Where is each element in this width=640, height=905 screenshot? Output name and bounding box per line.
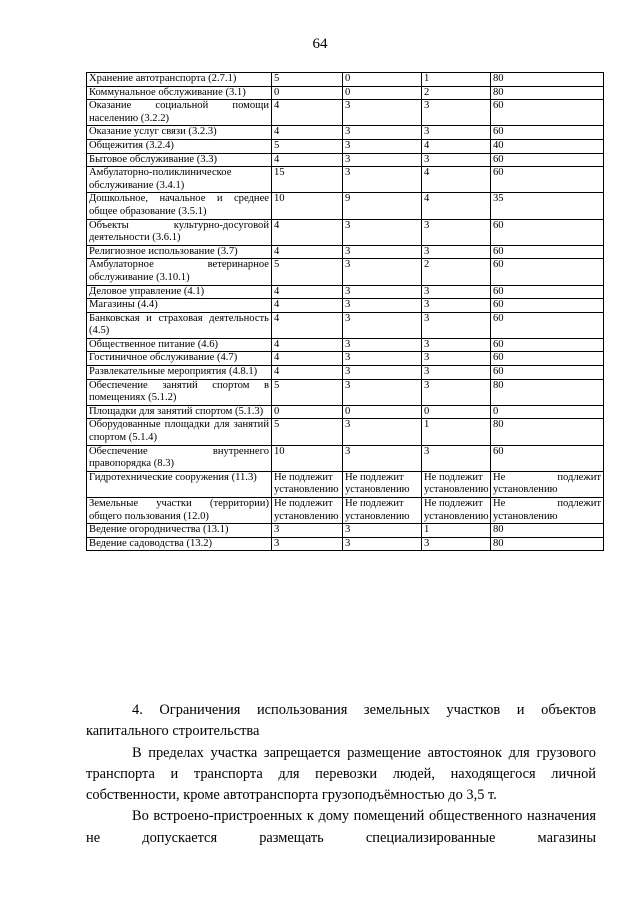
table-cell-value: 3 (343, 537, 422, 551)
table-row (87, 86, 604, 100)
table-cell-value: 4 (272, 352, 343, 366)
table-cell-value: 3 (343, 445, 422, 471)
table-cell-value: Не подлежит установлению (491, 471, 604, 497)
table-cell-value: 60 (491, 219, 604, 245)
table-row (87, 285, 604, 299)
table-cell-land-use: Объекты культурно-досуговой деятельности (3.6.1) (87, 219, 272, 245)
table-cell-value: 3 (343, 139, 422, 153)
page-number: 64 (312, 36, 328, 52)
table-cell-value: 0 (343, 73, 422, 87)
table-cell-value: 2 (422, 259, 491, 285)
table-cell-value: 35 (491, 193, 604, 219)
table-cell-value: 0 (272, 405, 343, 419)
table-cell-value: 0 (343, 405, 422, 419)
table-cell-land-use: Деловое управление (4.1) (87, 285, 272, 299)
table-row (87, 352, 604, 366)
table-row (87, 219, 604, 245)
table-cell-value: 60 (491, 167, 604, 193)
table-cell-value: 3 (343, 524, 422, 538)
table-cell-value: 3 (343, 299, 422, 313)
table-cell-value: 3 (422, 338, 491, 352)
table-cell-value: 60 (491, 100, 604, 126)
table-cell-land-use: Хранение автотранспорта (2.7.1) (87, 73, 272, 87)
table-cell-value: 3 (422, 285, 491, 299)
table-cell-value: 60 (491, 312, 604, 338)
table-cell-value: 3 (343, 153, 422, 167)
table-cell-land-use: Обеспечение занятий спортом в помещениях (5.1.2) (87, 379, 272, 405)
table-cell-land-use: Амбулаторное ветеринарное обслуживание (3.10.1) (87, 259, 272, 285)
table-cell-value: 80 (491, 537, 604, 551)
table-row (87, 338, 604, 352)
table-cell-value: 3 (422, 219, 491, 245)
table-cell-value: 3 (343, 167, 422, 193)
table-cell-value: 3 (343, 419, 422, 445)
table-cell-value: 3 (422, 537, 491, 551)
table-cell-land-use: Магазины (4.4) (87, 299, 272, 313)
table-row (87, 537, 604, 551)
table-cell-value: 3 (422, 445, 491, 471)
table-cell-value: 3 (422, 312, 491, 338)
table-row (87, 259, 604, 285)
table-cell-value: 10 (272, 193, 343, 219)
table-cell-value: 40 (491, 139, 604, 153)
table-cell-value: 60 (491, 126, 604, 140)
table-cell-land-use: Гостиничное обслуживание (4.7) (87, 352, 272, 366)
table-row (87, 312, 604, 338)
table-cell-land-use: Амбулаторно-поликлиническое обслуживание (3.4.1) (87, 167, 272, 193)
section-heading: 4. Ограничения использования земельных участков и объектов капитального строительства (86, 702, 596, 740)
table-cell-land-use: Общежития (3.2.4) (87, 139, 272, 153)
table-cell-value: 9 (343, 193, 422, 219)
table-row (87, 379, 604, 405)
table-cell-value: 4 (422, 167, 491, 193)
table-row (87, 126, 604, 140)
table-cell-land-use: Оказание услуг связи (3.2.3) (87, 126, 272, 140)
table-cell-value: 0 (422, 405, 491, 419)
table-cell-value: Не подлежит установлению (422, 498, 491, 524)
table-cell-value: 3 (422, 153, 491, 167)
table-cell-value: 15 (272, 167, 343, 193)
table-row (87, 193, 604, 219)
section-text (86, 700, 596, 849)
table-cell-value: 3 (343, 219, 422, 245)
table-cell-land-use: Оборудованные площадки для занятий спортом (5.1.4) (87, 419, 272, 445)
table-cell-value: 4 (272, 312, 343, 338)
table-cell-value: 5 (272, 259, 343, 285)
table-row (87, 498, 604, 524)
table-row (87, 139, 604, 153)
table-cell-value: 60 (491, 285, 604, 299)
table-cell-value: 3 (343, 352, 422, 366)
table-cell-land-use: Ведение огородничества (13.1) (87, 524, 272, 538)
table-cell-value: 60 (491, 259, 604, 285)
table-cell-value: 3 (343, 126, 422, 140)
table-cell-value: 60 (491, 245, 604, 259)
table-cell-value: 3 (343, 285, 422, 299)
table-cell-value: Не подлежит установлению (422, 471, 491, 497)
paragraph-shops-restriction: Во встроено-пристроенных к дому помещений общественного назначения не допускается размещать специализированные магазины (86, 808, 596, 846)
table-cell-value: 1 (422, 73, 491, 87)
table-cell-value: 5 (272, 419, 343, 445)
table-cell-value: 3 (422, 366, 491, 380)
table-row (87, 245, 604, 259)
table-cell-value: 4 (272, 100, 343, 126)
table-cell-value: 5 (272, 379, 343, 405)
table-cell-value: 3 (343, 312, 422, 338)
table-cell-land-use: Общественное питание (4.6) (87, 338, 272, 352)
table-cell-value: 4 (272, 299, 343, 313)
table-cell-value: Не подлежит установлению (272, 498, 343, 524)
table-row (87, 153, 604, 167)
table-cell-land-use: Обеспечение внутреннего правопорядка (8.3) (87, 445, 272, 471)
table-cell-value: 80 (491, 73, 604, 87)
table-cell-value: Не подлежит установлению (272, 471, 343, 497)
table-cell-value: 3 (343, 366, 422, 380)
table-cell-value: 3 (272, 537, 343, 551)
table-cell-value: 60 (491, 299, 604, 313)
table-cell-land-use: Площадки для занятий спортом (5.1.3) (87, 405, 272, 419)
table-cell-value: 60 (491, 445, 604, 471)
table-cell-value: 5 (272, 73, 343, 87)
land-use-parameters-table (86, 72, 604, 551)
table-row (87, 524, 604, 538)
table-row (87, 366, 604, 380)
table-cell-value: 1 (422, 524, 491, 538)
table-cell-value: 3 (422, 126, 491, 140)
table-cell-value: 4 (272, 126, 343, 140)
table-row (87, 471, 604, 497)
table-row (87, 167, 604, 193)
table-cell-value: 2 (422, 86, 491, 100)
table-cell-value: 60 (491, 153, 604, 167)
table-row (87, 405, 604, 419)
table-cell-value: 3 (343, 259, 422, 285)
table-cell-value: 5 (272, 139, 343, 153)
table-cell-value: Не подлежит установлению (343, 471, 422, 497)
table-cell-value: Не подлежит установлению (343, 498, 422, 524)
table-cell-value: 4 (422, 193, 491, 219)
table-cell-value: Не подлежит установлению (491, 498, 604, 524)
table-cell-value: 3 (422, 245, 491, 259)
table-cell-value: 0 (343, 86, 422, 100)
table-cell-value: 4 (272, 285, 343, 299)
table-cell-value: 4 (272, 219, 343, 245)
table-cell-value: 60 (491, 338, 604, 352)
table-cell-value: 3 (343, 100, 422, 126)
table-cell-value: 3 (343, 245, 422, 259)
table-cell-value: 3 (272, 524, 343, 538)
table-cell-value: 4 (272, 153, 343, 167)
table-cell-land-use: Ведение садоводства (13.2) (87, 537, 272, 551)
table-cell-value: 4 (272, 338, 343, 352)
table-cell-value: 80 (491, 86, 604, 100)
table-cell-value: 1 (422, 419, 491, 445)
table-cell-land-use: Банковская и страховая деятельность (4.5) (87, 312, 272, 338)
table-cell-value: 3 (343, 338, 422, 352)
table-cell-land-use: Бытовое обслуживание (3.3) (87, 153, 272, 167)
table-cell-value: 4 (272, 245, 343, 259)
table-cell-value: 80 (491, 379, 604, 405)
table-cell-value: 3 (422, 379, 491, 405)
table-cell-land-use: Земельные участки (территории) общего пользования (12.0) (87, 498, 272, 524)
table-row (87, 73, 604, 87)
table-cell-value: 3 (422, 352, 491, 366)
table-cell-value: 60 (491, 366, 604, 380)
table-cell-value: 3 (343, 379, 422, 405)
table-cell-value: 0 (272, 86, 343, 100)
table-row (87, 100, 604, 126)
table-cell-land-use: Оказание социальной помощи населению (3.2.2) (87, 100, 272, 126)
table-row (87, 419, 604, 445)
table-cell-land-use: Дошкольное, начальное и среднее общее образование (3.5.1) (87, 193, 272, 219)
table-cell-value: 80 (491, 419, 604, 445)
table-cell-value: 3 (422, 299, 491, 313)
table-row (87, 299, 604, 313)
table-cell-value: 3 (422, 100, 491, 126)
table-cell-land-use: Развлекательные мероприятия (4.8.1) (87, 366, 272, 380)
table-cell-value: 80 (491, 524, 604, 538)
table-cell-value: 0 (491, 405, 604, 419)
table-cell-value: 4 (272, 366, 343, 380)
paragraph-parking-restriction: В пределах участка запрещается размещение автостоянок для грузового транспорта и транспорта для перевозки людей, находящегося личной собственности, кроме автотранспорта грузоподъёмностью до 3,5 т. (86, 744, 596, 804)
table-cell-value: 60 (491, 352, 604, 366)
table-cell-land-use: Гидротехнические сооружения (11.3) (87, 471, 272, 497)
table-cell-land-use: Религиозное использование (3.7) (87, 245, 272, 259)
table-cell-land-use: Коммунальное обслуживание (3.1) (87, 86, 272, 100)
table-cell-value: 4 (422, 139, 491, 153)
table-cell-value: 10 (272, 445, 343, 471)
table-row (87, 445, 604, 471)
